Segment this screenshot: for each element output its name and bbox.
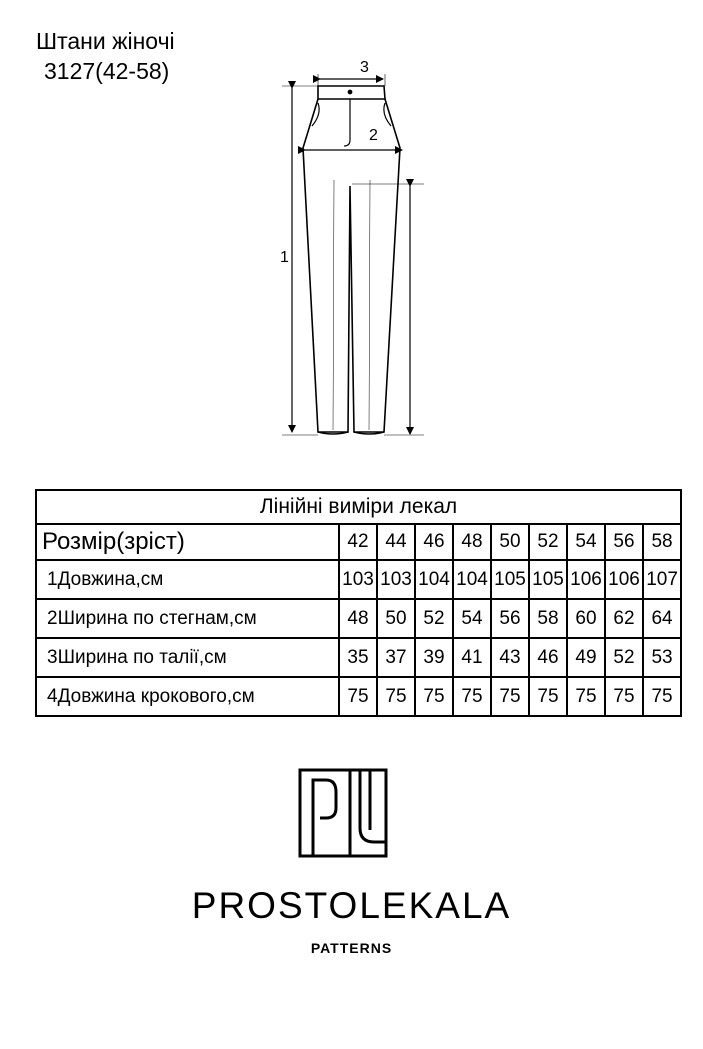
value-cell: 37 xyxy=(377,638,415,677)
value-cell: 75 xyxy=(643,677,681,716)
value-cell: 50 xyxy=(377,599,415,638)
value-cell: 41 xyxy=(453,638,491,677)
value-cell: 49 xyxy=(567,638,605,677)
value-cell: 75 xyxy=(529,677,567,716)
table-row xyxy=(36,560,681,599)
value-cell: 60 xyxy=(567,599,605,638)
value-cell: 58 xyxy=(529,599,567,638)
value-cell: 75 xyxy=(339,677,377,716)
value-cell: 52 xyxy=(605,638,643,677)
value-cell: 106 xyxy=(567,560,605,599)
pattern-measurements-table xyxy=(35,489,682,717)
size-cell: 42 xyxy=(339,524,377,560)
row-label: 1Довжина,см xyxy=(36,560,339,599)
garment-title-block xyxy=(36,26,175,86)
brand-tagline: PATTERNS xyxy=(310,940,393,956)
value-cell: 75 xyxy=(605,677,643,716)
value-cell: 75 xyxy=(415,677,453,716)
value-cell: 53 xyxy=(643,638,681,677)
size-cell: 50 xyxy=(491,524,529,560)
value-cell: 104 xyxy=(453,560,491,599)
value-cell: 35 xyxy=(339,638,377,677)
size-cell: 46 xyxy=(415,524,453,560)
table-row xyxy=(36,638,681,677)
size-cell: 56 xyxy=(605,524,643,560)
value-cell: 107 xyxy=(643,560,681,599)
value-cell: 106 xyxy=(605,560,643,599)
value-cell: 75 xyxy=(491,677,529,716)
value-cell: 43 xyxy=(491,638,529,677)
brand-name: PROSTOLEKALA xyxy=(191,885,512,926)
size-cell: 54 xyxy=(567,524,605,560)
size-row-label: Розмір(зріст) xyxy=(36,524,339,560)
dimension-label-2: 2 xyxy=(369,127,378,144)
size-cell: 52 xyxy=(529,524,567,560)
value-cell: 64 xyxy=(643,599,681,638)
value-cell: 56 xyxy=(491,599,529,638)
brand-logo-icon xyxy=(298,768,388,858)
size-cell: 48 xyxy=(453,524,491,560)
value-cell: 105 xyxy=(529,560,567,599)
value-cell: 48 xyxy=(339,599,377,638)
dimension-label-1: 1 xyxy=(280,249,289,266)
row-label: 3Ширина по талії,см xyxy=(36,638,339,677)
value-cell: 104 xyxy=(415,560,453,599)
size-row xyxy=(36,524,681,560)
table-title: Лінійні виміри лекал xyxy=(36,490,681,524)
value-cell: 103 xyxy=(377,560,415,599)
model-code: 3127(42-58) xyxy=(44,58,170,84)
value-cell: 75 xyxy=(377,677,415,716)
value-cell: 75 xyxy=(567,677,605,716)
row-label: 2Ширина по стегнам,см xyxy=(36,599,339,638)
value-cell: 39 xyxy=(415,638,453,677)
size-cell: 44 xyxy=(377,524,415,560)
value-cell: 62 xyxy=(605,599,643,638)
value-cell: 75 xyxy=(453,677,491,716)
value-cell: 52 xyxy=(415,599,453,638)
value-cell: 54 xyxy=(453,599,491,638)
table-row xyxy=(36,599,681,638)
value-cell: 105 xyxy=(491,560,529,599)
row-label: 4Довжина крокового,см xyxy=(36,677,339,716)
size-cell: 58 xyxy=(643,524,681,560)
dimension-label-3: 3 xyxy=(360,59,369,76)
trousers-technical-sketch xyxy=(270,55,450,445)
value-cell: 103 xyxy=(339,560,377,599)
trousers-outline xyxy=(303,86,400,434)
garment-title: Штани жіночі xyxy=(36,28,175,54)
value-cell: 46 xyxy=(529,638,567,677)
table-row xyxy=(36,677,681,716)
